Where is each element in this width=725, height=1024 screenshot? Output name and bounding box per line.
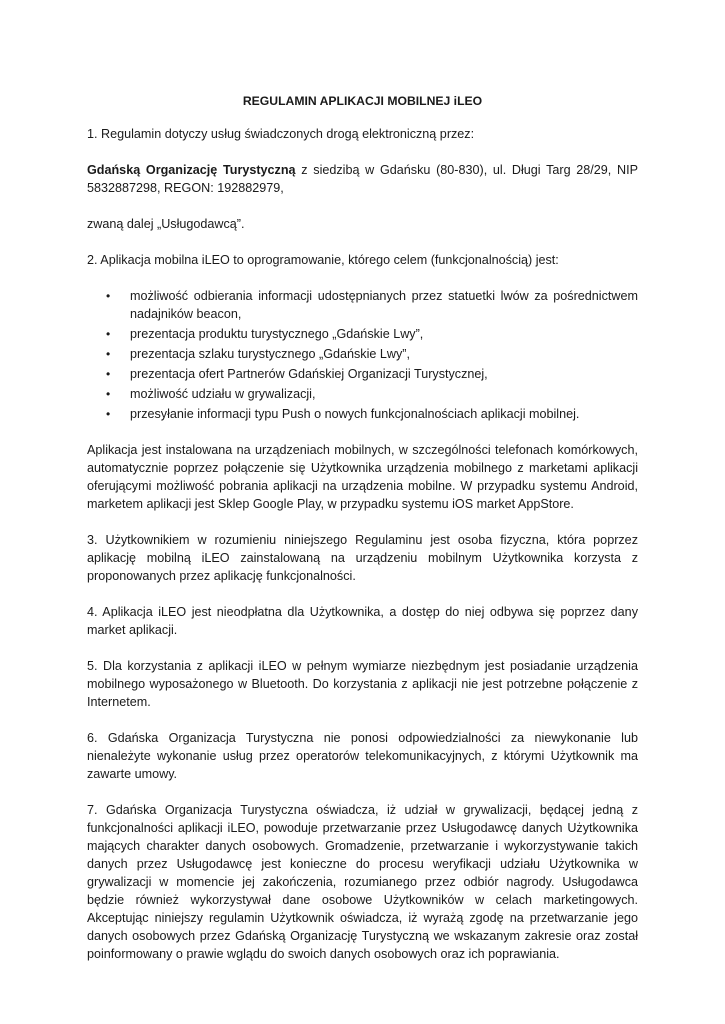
organization-details: z siedzibą w Gdańsku (80-830), ul. Długi Targ 28/29, NIP 5832887298, REGON: 192882979, bbox=[87, 163, 638, 195]
feature-text: prezentacja produktu turystycznego „Gdańskie Lwy”, bbox=[130, 327, 424, 341]
bullet-icon: • bbox=[106, 387, 111, 401]
document-page bbox=[87, 88, 638, 981]
bullet-icon: • bbox=[106, 347, 111, 361]
organization-name: Gdańską Organizację Turystyczną bbox=[87, 163, 296, 177]
feature-text: możliwość odbierania informacji udostępnianych przez statuetki lwów za pośrednictwem nadajników beacon, bbox=[130, 289, 638, 321]
feature-text: możliwość udziału w grywalizacji, bbox=[130, 387, 316, 401]
list-item bbox=[87, 365, 638, 383]
section-1-intro: 1. Regulamin dotyczy usług świadczonych drogą elektroniczną przez: bbox=[87, 127, 475, 141]
list-item bbox=[87, 405, 638, 423]
feature-list bbox=[87, 287, 638, 423]
section-1-organization bbox=[87, 161, 638, 197]
feature-text: przesyłanie informacji typu Push o nowych funkcjonalnościach aplikacji mobilnej. bbox=[130, 407, 580, 421]
document-title: REGULAMIN APLIKACJI MOBILNEJ iLEO bbox=[242, 94, 483, 108]
section-5: 5. Dla korzystania z aplikacji iLEO w pełnym wymiarze niezbędnym jest posiadanie urządzenia mobilnego wyposażonego w Bluetooth. Do korzystania z aplikacji nie jest potrzebne połączenie z Internetem. bbox=[87, 659, 638, 709]
section-2-installation: Aplikacja jest instalowana na urządzeniach mobilnych, w szczególności telefonach komórkowych, automatycznie poprzez połączenie się Użytkownika urządzenia mobilnego z marketami aplikacji oferującymi możliwość pobrania aplikacji na urządzenia mobilne. W przypadku systemu Android, marketem aplikacji jest Sklep Google Play, w przypadku systemu iOS market AppStore. bbox=[87, 443, 638, 511]
bullet-icon: • bbox=[106, 289, 111, 303]
list-item bbox=[87, 345, 638, 363]
feature-text: prezentacja szlaku turystycznego „Gdańskie Lwy”, bbox=[130, 347, 410, 361]
section-1-called: zwaną dalej „Usługodawcą”. bbox=[87, 217, 245, 231]
bullet-icon: • bbox=[106, 367, 111, 381]
list-item bbox=[87, 325, 638, 343]
list-item bbox=[87, 287, 638, 323]
feature-text: prezentacja ofert Partnerów Gdańskiej Organizacji Turystycznej, bbox=[130, 367, 488, 381]
list-item bbox=[87, 385, 638, 403]
section-2-intro: 2. Aplikacja mobilna iLEO to oprogramowanie, którego celem (funkcjonalnością) jest: bbox=[87, 253, 559, 267]
section-3: 3. Użytkownikiem w rozumieniu niniejszego Regulaminu jest osoba fizyczna, która poprzez aplikację mobilną iLEO zainstalowaną na urządzeniu mobilnym Użytkownika korzysta z proponowanych przez aplikację funkcjonalności. bbox=[87, 533, 638, 583]
bullet-icon: • bbox=[106, 327, 111, 341]
section-7: 7. Gdańska Organizacja Turystyczna oświadcza, iż udział w grywalizacji, będącej jedną z funkcjonalności aplikacji iLEO, powoduje przetwarzanie przez Usługodawcę danych Użytkownika mających charakter danych osobowych. Gromadzenie, przetwarzanie i wykorzystywanie takich danych przez Usługodawcę jest konieczne do procesu weryfikacji udziału Użytkownika w grywalizacji w momencie jej zakończenia, rozumianego przez odbiór nagrody. Usługodawca będzie również wykorzystywał dane osobowe Użytkowników w celach marketingowych. Akceptując niniejszy regulamin Użytkownik oświadcza, iż wyrażą zgodę na przetwarzanie jego danych osobowych przez Gdańską Organizację Turystyczną we wskazanym zakresie oraz został poinformowany o prawie wglądu do swoich danych osobowych oraz ich poprawiania. bbox=[87, 803, 638, 961]
bullet-icon: • bbox=[106, 407, 111, 421]
section-4: 4. Aplikacja iLEO jest nieodpłatna dla Użytkownika, a dostęp do niej odbywa się poprzez dany market aplikacji. bbox=[87, 605, 638, 637]
section-6: 6. Gdańska Organizacja Turystyczna nie ponosi odpowiedzialności za niewykonanie lub nienależyte wykonanie usług przez operatorów telekomunikacyjnych, z którymi Użytkownik ma zawarte umowy. bbox=[87, 731, 638, 781]
